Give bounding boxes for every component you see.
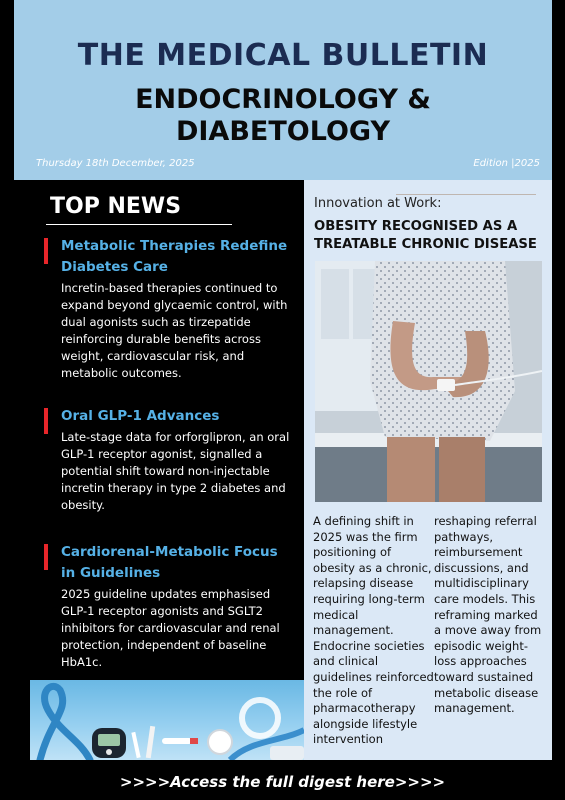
section-title-line1: ENDOCRINOLOGY & <box>135 84 431 115</box>
news-accent-bar <box>44 544 48 570</box>
section-title <box>14 84 552 148</box>
news-body: Incretin-based therapies continued to expand beyond glycaemic control, with dual agonists such as tirzepatide reinforcing durable benefits across weight, cardiovascular risk, and metabolic outcomes. <box>61 281 288 380</box>
news-title: Cardiorenal-Metabolic Focus in Guidelines <box>61 544 278 581</box>
news-body: 2025 guideline updates emphasised GLP-1 receptor agonists and SGLT2 inhibitors for cardiovascular and renal protection, independent of baseline HbA1c. <box>61 587 280 669</box>
feature-column <box>304 180 552 760</box>
full-digest-link[interactable]: >>>>Access the full digest here>>>> <box>119 773 446 791</box>
masthead <box>14 0 552 180</box>
top-news-divider <box>46 224 232 225</box>
news-item <box>44 542 296 671</box>
news-item <box>44 406 296 514</box>
news-title: Metabolic Therapies Redefine Diabetes Care <box>61 238 288 275</box>
diabetes-supplies-photo <box>30 680 304 760</box>
top-news-heading: TOP NEWS <box>50 194 182 219</box>
feature-body-col2: reshaping referral pathways, reimbursement discussions, and multidisciplinary care models. This reframing marked a move away from episodic weight-loss approaches toward sustained metabolic disease management. <box>434 514 542 716</box>
news-title: Oral GLP-1 Advances <box>61 408 220 424</box>
news-body: Late-stage data for orforglipron, an oral GLP-1 receptor agonist, signalled a potential shift toward non-injectable incretin therapy in type 2 diabetes and obesity. <box>61 430 290 512</box>
feature-divider <box>396 194 536 195</box>
news-accent-bar <box>44 238 48 264</box>
hospital-patient-illustration <box>315 261 542 502</box>
publication-title: THE MEDICAL BULLETIN <box>77 38 489 73</box>
feature-headline: OBESITY RECOGNISED AS A TREATABLE CHRONIC DISEASE <box>314 219 537 252</box>
feature-kicker: Innovation at Work: <box>314 196 442 211</box>
section-title-line2: DIABETOLOGY <box>175 116 391 147</box>
edition-label: Edition |2025 <box>473 158 540 169</box>
news-accent-bar <box>44 408 48 434</box>
hospital-patient-photo <box>315 261 542 502</box>
issue-date: Thursday 18th December, 2025 <box>36 158 195 169</box>
diabetes-supplies-illustration <box>30 680 304 760</box>
top-news-column <box>30 180 304 680</box>
news-item <box>44 236 296 382</box>
feature-body-col1: A defining shift in 2025 was the firm positioning of obesity as a chronic, relapsing disease requiring long-term medical management. Endocrine societies and clinical guidelines reinforced the role of pharmacotherapy alongside lifestyle intervention <box>313 514 434 747</box>
